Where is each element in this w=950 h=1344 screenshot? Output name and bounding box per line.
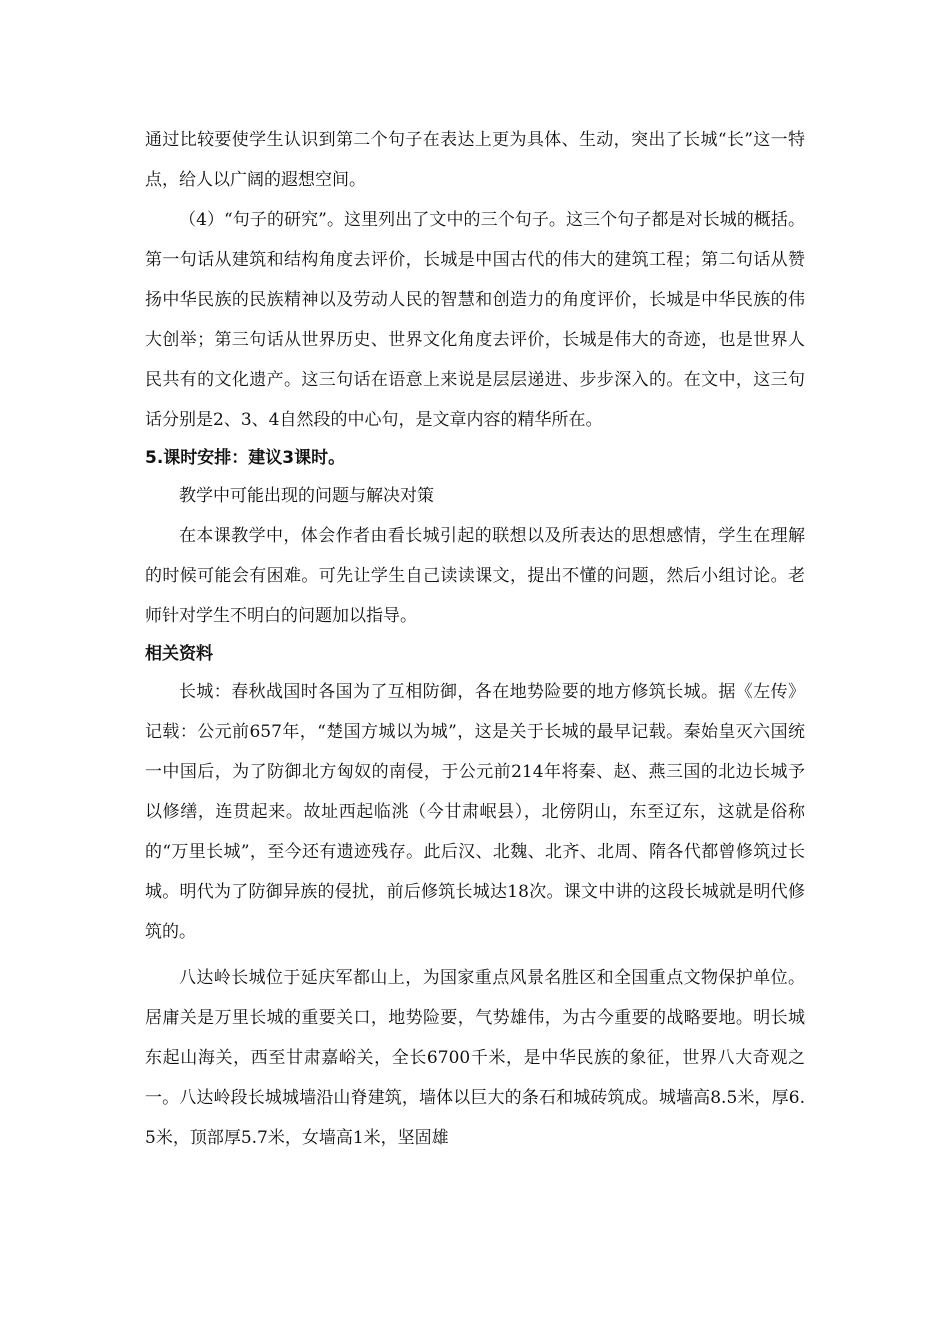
paragraph-teaching-difficulty: 在本课教学中，体会作者由看长城引起的联想以及所表达的思想感情，学生在理解的时候可能会有困难。可先让学生自己读读课文，提出不懂的问题，然后小组讨论。老师针对学生不明白的问题加以指导。 — [145, 526, 805, 626]
heading-related-materials: 相关资料 — [145, 644, 213, 664]
paragraph-sentence-study: （4）“句子的研究”。这里列出了文中的三个句子。这三个句子都是对长城的概括。第一句话从建筑和结构角度去评价，长城是中国古代的伟大的建筑工程；第二句话从赞扬中华民族的民族精神以及劳动人民的智慧和创造力的角度评价，长城是中华民族的伟大创举；第三句话从世界历史、世界文化角度去评价，长城是伟大的奇迹，也是世界人民共有的文化遗产。这三句话在语意上来说是层层递进、步步深入的。在文中，这三句话分别是2、3、4自然段的中心句，是文章内容的精华所在。 — [145, 210, 805, 430]
paragraph-great-wall-history: 长城：春秋战国时各国为了互相防御，各在地势险要的地方修筑长城。据《左传》记载：公元前657年，“楚国方城以为城”，这是关于长城的最早记载。秦始皇灭六国统一中国后，为了防御北方匈奴的南侵，于公元前214年将秦、赵、燕三国的北边长城予以修缮，连贯起来。故址西起临洮（今甘肃岷县），北傍阴山，东至辽东，这就是俗称的“万里长城”，至今还有遗迹残存。此后汉、北魏、北齐、北周、隋各代都曾修筑过长城。明代为了防御异族的侵扰，前后修筑长城达18次。课文中讲的这段长城就是明代修筑的。 — [145, 682, 805, 942]
subheading-problems-solutions: 教学中可能出现的问题与解决对策 — [179, 486, 434, 506]
document-page — [145, 120, 805, 1158]
paragraph-comparison: 通过比较要使学生认识到第二个句子在表达上更为具体、生动，突出了长城“长”这一特点，给人以广阔的遐想空间。 — [145, 130, 805, 190]
heading-class-hours: 5.课时安排：建议3课时。 — [145, 448, 346, 468]
paragraph-badaling: 八达岭长城位于延庆军都山上，为国家重点风景名胜区和全国重点文物保护单位。居庸关是万里长城的重要关口，地势险要，气势雄伟，为古今重要的战略要地。明长城东起山海关，西至甘肃嘉峪关，全长6700千米，是中华民族的象征，世界八大奇观之一。八达岭段长城城墙沿山脊建筑，墙体以巨大的条石和城砖筑成。城墙高8.5米，厚6.5米，顶部厚5.7米，女墙高1米，坚固雄 — [145, 968, 805, 1148]
